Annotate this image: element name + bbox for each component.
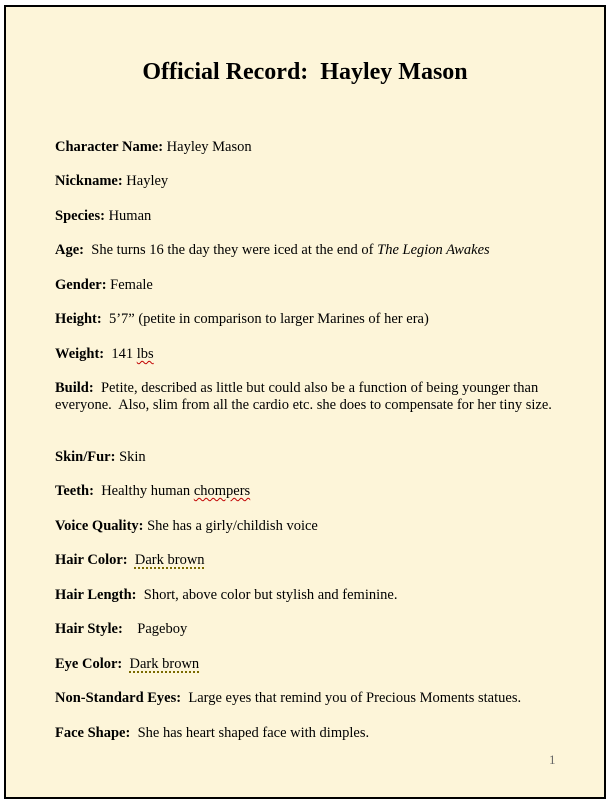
field-nickname [55, 173, 565, 190]
field-value: Hayley Mason [163, 139, 252, 155]
field-character-name [55, 139, 565, 156]
field-label: Species: [55, 208, 105, 224]
spelling-flagged-word: lbs [136, 346, 154, 362]
field-value: Female [106, 277, 153, 293]
field-value: Hayley [122, 173, 169, 189]
field-species [55, 208, 565, 225]
field-label: Gender: [55, 277, 107, 293]
field-build [55, 380, 565, 414]
field-height [55, 311, 565, 328]
field-label: Non-Standard Eyes: [55, 690, 182, 706]
field-value [122, 656, 129, 672]
field-face-shape [55, 725, 565, 742]
field-label: Height: [55, 311, 102, 327]
field-voice-quality [55, 518, 565, 535]
field-value: She has a girly/childish voice [143, 518, 318, 534]
field-hair-color [55, 552, 565, 569]
field-hair-length [55, 587, 565, 604]
page-number: 1 [549, 752, 556, 767]
field-value: She has heart shaped face with dimples. [130, 725, 370, 741]
field-value: Short, above color but stylish and feminine. [136, 587, 398, 603]
field-label: Character Name: [55, 139, 164, 155]
field-value: Petite, described as little but could also be a function of being younger than everyone. Also, slim from all the cardio etc. she does to compensate for her tiny size. [55, 380, 552, 413]
field-value: 141 [104, 346, 137, 362]
field-value: Skin [115, 449, 146, 465]
field-label: Build: [55, 380, 94, 396]
field-label: Age: [55, 242, 84, 258]
field-value: Pageboy [122, 621, 188, 637]
field-skin-fur [55, 449, 565, 466]
field-age [55, 242, 565, 259]
field-label: Skin/Fur: [55, 449, 116, 465]
page-title: Official Record: Hayley Mason [142, 59, 468, 85]
field-label: Teeth: [55, 483, 94, 499]
grammar-flagged-phrase: Dark brown [129, 656, 200, 672]
field-value: She turns 16 the day they were iced at the end of [84, 242, 378, 258]
grammar-flagged-phrase: Dark brown [134, 552, 205, 568]
field-label: Hair Color: [55, 552, 128, 568]
field-label: Hair Length: [55, 587, 137, 603]
field-value [128, 552, 135, 568]
field-value: 5’7” (petite in comparison to larger Marines of her era) [101, 311, 429, 327]
field-non-standard-eyes [55, 690, 565, 707]
field-label: Eye Color: [55, 656, 123, 672]
field-hair-style [55, 621, 565, 638]
field-label: Nickname: [55, 173, 123, 189]
document-page [4, 5, 606, 799]
field-value: Healthy human [93, 483, 194, 499]
field-value: Large eyes that remind you of Precious Moments statues. [181, 690, 522, 706]
field-label: Voice Quality: [55, 518, 144, 534]
field-eye-color [55, 656, 565, 673]
field-label: Weight: [55, 346, 105, 362]
field-label: Hair Style: [55, 621, 123, 637]
book-title: The Legion Awakes [377, 242, 490, 258]
field-value: Human [104, 208, 152, 224]
field-weight [55, 346, 565, 363]
field-gender [55, 277, 565, 294]
field-label: Face Shape: [55, 725, 131, 741]
spelling-flagged-word: chompers [193, 483, 251, 499]
field-teeth [55, 483, 565, 500]
